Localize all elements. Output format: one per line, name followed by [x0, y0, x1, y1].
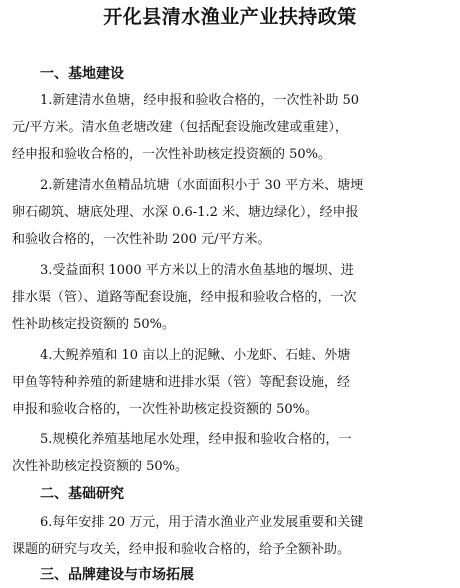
paragraph-line: 经申报和验收合格的，一次性补助核定投资额的 50%。	[12, 147, 332, 162]
paragraph-line: 3.受益面积 1000 平方米以上的清水鱼基地的堰坝、进	[40, 263, 354, 278]
paragraph-line: 申报和验收合格的，一次性补助核定投资额的 50%。	[12, 402, 319, 417]
paragraph-line: 4.大鲵养殖和 10 亩以上的泥鳅、小龙虾、石蛙、外塘	[40, 348, 351, 363]
document-title: 开化县清水渔业产业扶持政策	[103, 6, 357, 28]
paragraph-line: 5.规模化养殖基地尾水处理，经申报和验收合格的，一	[40, 432, 352, 447]
paragraph-line: 和验收合格的，一次性补助 200 元/平方米。	[12, 232, 271, 247]
paragraph-line: 排水渠（管）、道路等配套设施，经申报和验收合格的，一次	[12, 290, 357, 305]
paragraph-line: 性补助核定投资额的 50%。	[12, 317, 176, 332]
section-heading-base-construction: 一、基地建设	[40, 66, 124, 82]
paragraph-line: 6.每年安排 20 万元，用于清水渔业产业发展重要和关键	[40, 515, 364, 530]
paragraph-line: 2.新建清水鱼精品坑塘（水面面积小于 30 平方米、塘埂	[40, 178, 364, 193]
paragraph-line: 元/平方米。清水鱼老塘改建（包括配套设施改建或重建），	[12, 120, 348, 135]
paragraph-line: 课题的研究与攻关，经申报和验收合格的，给予全额补助。	[12, 542, 351, 557]
paragraph-line: 次性补助核定投资额的 50%。	[12, 459, 189, 474]
paragraph-line: 卵石砌筑、塘底处理、水深 0.6-1.2 米、塘边绿化），经申报	[12, 205, 359, 220]
paragraph-line: 甲鱼等特种养殖的新建塘和进排水渠（管）等配套设施，经	[12, 375, 351, 390]
section-heading-basic-research: 二、基础研究	[40, 486, 124, 502]
section-heading-brand-building: 三、品牌建设与市场拓展	[40, 567, 194, 583]
paragraph-line: 1.新建清水鱼塘，经申报和验收合格的，一次性补助 50	[40, 93, 360, 108]
